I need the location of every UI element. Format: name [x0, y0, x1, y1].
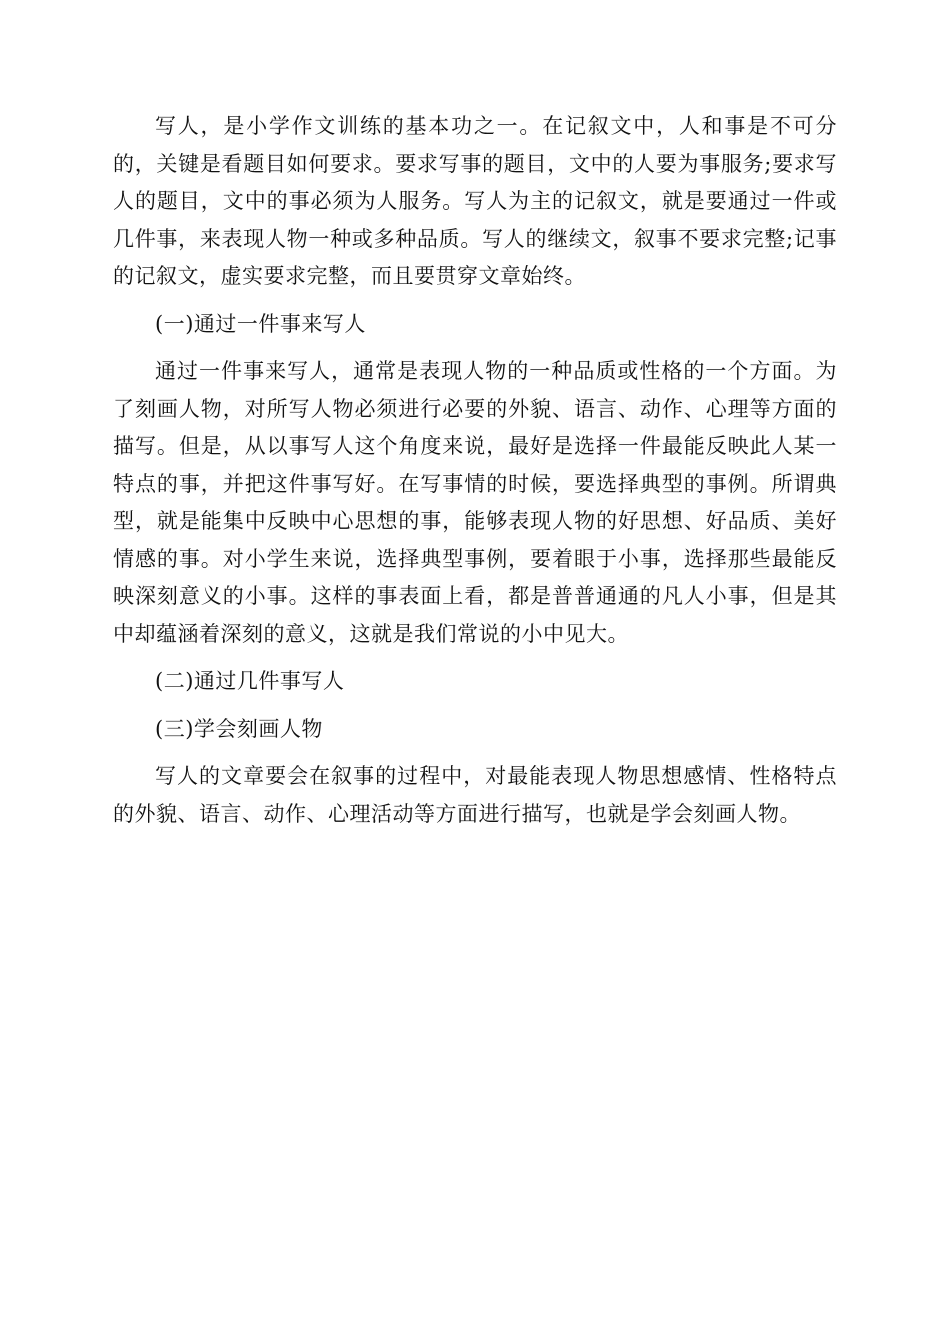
section-1-paragraph: 通过一件事来写人，通常是表现人物的一种品质或性格的一个方面。为了刻画人物，对所写人物必须进行必要的外貌、语言、动作、心理等方面的描写。但是，从以事写人这个角度来说，最好是选择一件最能反映此人某一特点的事，并把这件事写好。在写事情的时候，要选择典型的事例。所谓典型，就是能集中反映中心思想的事，能够表现人物的好思想、好品质、美好情感的事。对小学生来说，选择典型事例，要着眼于小事，选择那些最能反映深刻意义的小事。这样的事表面上看，都是普普通通的凡人小事，但是其中却蕴涵着深刻的意义，这就是我们常说的小中见大。	[113, 359, 837, 646]
section-heading-2: (二)通过几件事写人	[155, 669, 345, 693]
document-body	[113, 108, 837, 833]
section-heading-3: (三)学会刻画人物	[155, 716, 323, 741]
section-3-paragraph: 写人的文章要会在叙事的过程中，对最能表现人物思想感情、性格特点的外貌、语言、动作、心理活动等方面进行描写，也就是学会刻画人物。	[113, 764, 837, 826]
intro-paragraph: 写人，是小学作文训练的基本功之一。在记叙文中，人和事是不可分的，关键是看题目如何要求。要求写事的题目，文中的人要为事服务;要求写人的题目，文中的事必须为人服务。写人为主的记叙文，就是要通过一件或几件事，来表现人物一种或多种品质。写人的继续文，叙事不要求完整;记事的记叙文，虚实要求完整，而且要贯穿文章始终。	[113, 114, 837, 288]
section-heading-1: (一)通过一件事来写人	[155, 311, 366, 336]
